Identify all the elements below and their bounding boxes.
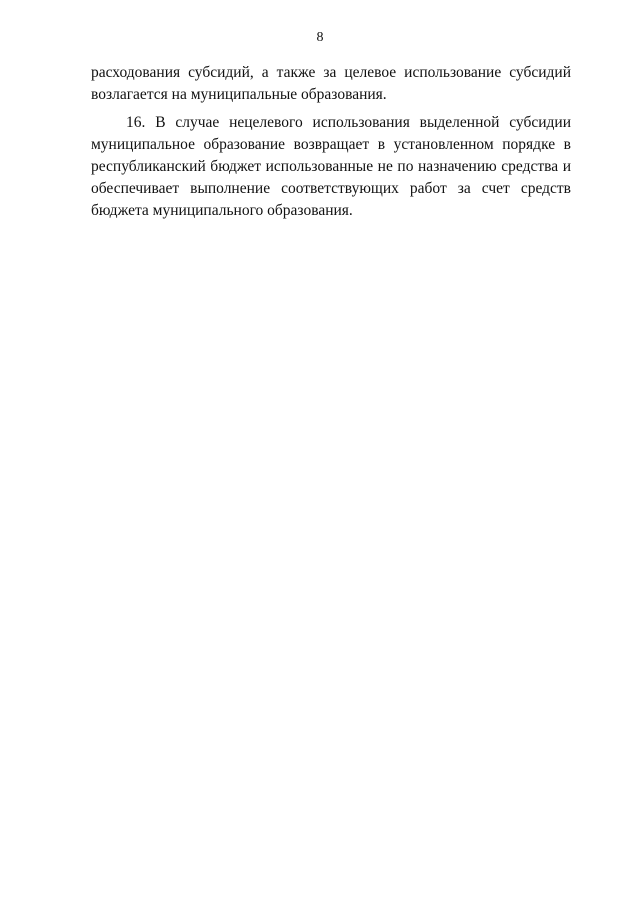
- text-line: обеспечивает выполнение соответствующих работ за счет средств: [91, 180, 571, 197]
- text-line: 16. В случае нецелевого использования выделенной субсидии: [126, 114, 571, 131]
- text-line: возлагается на муниципальные образования.: [91, 86, 387, 103]
- text-line: бюджета муниципального образования.: [91, 202, 353, 219]
- text-line: расходования субсидий, а также за целевое использование субсидий: [91, 64, 571, 81]
- paragraph-continuation: [91, 62, 571, 106]
- paragraph-item-16: [91, 112, 571, 222]
- text-line: муниципальное образование возвращает в установленном порядке в: [91, 136, 571, 153]
- text-line: республиканский бюджет использованные не по назначению средства и: [91, 158, 571, 175]
- page-number: 8: [316, 30, 324, 45]
- document-body: [91, 62, 571, 222]
